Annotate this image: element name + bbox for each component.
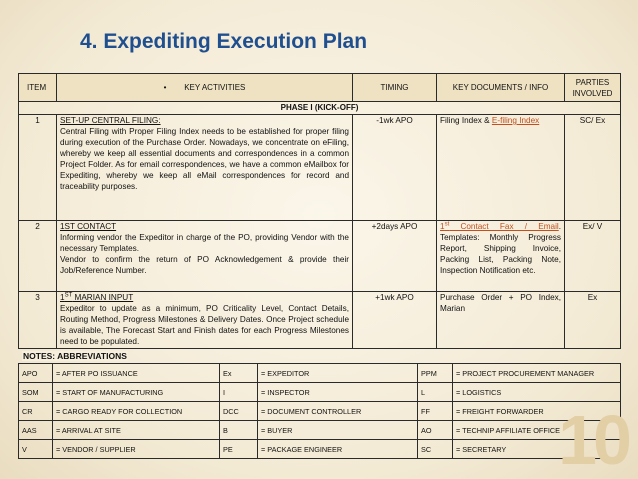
abbreviation-code: I (220, 383, 258, 402)
abbreviation-meaning: = BUYER (258, 421, 418, 440)
abbreviation-code: CR (19, 402, 53, 421)
abbreviation-meaning: = PACKAGE ENGINEER (258, 440, 418, 459)
abbreviation-meaning: = DOCUMENT CONTROLLER (258, 402, 418, 421)
page-number: 10 (558, 401, 628, 479)
timing-cell: +2days APO (353, 221, 437, 292)
documents-cell (437, 115, 565, 221)
activity-cell (57, 221, 353, 292)
phase-label: PHASE I (KICK-OFF) (19, 102, 621, 115)
abbreviation-row (19, 383, 621, 402)
abbreviation-code: V (19, 440, 53, 459)
abbreviation-code: AAS (19, 421, 53, 440)
activity-title: 1ST MARIAN INPUT (60, 292, 134, 302)
activity-description: Central Filing with Proper Filing Index needs to be established for proper filing during execution of the Purchase Order. Nowadays, we concentrate on eFiling, whereby we keep all essential documents and correspondences in a common Project Folder. As for email correspondences, we have a common eMailbox for Expediting, whereby we keep all eMail correspondences for record and traceability purposes. (60, 127, 349, 191)
abbreviation-meaning: = LOGISTICS (453, 383, 621, 402)
abbreviation-meaning: = SECRETARY (453, 440, 621, 459)
abbreviation-meaning: = ARRIVAL AT SITE (53, 421, 220, 440)
documents-cell: Purchase Order + PO Index, Marian (437, 292, 565, 349)
abbreviation-row (19, 364, 621, 383)
abbreviation-meaning: = VENDOR / SUPPLIER (53, 440, 220, 459)
abbreviation-code: PPM (418, 364, 453, 383)
timing-cell: -1wk APO (353, 115, 437, 221)
activity-description: Informing vendor the Expeditor in charge of the PO, providing Vendor with the necessary Templates. Vendor to confirm the return of PO Acknowledgement & provide their Job/Reference Number. (60, 233, 349, 275)
parties-cell: Ex (565, 292, 621, 349)
activity-description: Expeditor to update as a minimum, PO Criticality Level, Contact Details, Routing Method, Progress Milestones & Delivery Dates. Once Project schedule is available, The Forecast Start and Finish dates for each Progress Milestones need to be populated. (60, 304, 349, 346)
table-header-row (19, 74, 621, 102)
documents-cell (437, 221, 565, 292)
header-key-activities (57, 74, 353, 102)
abbreviation-code: L (418, 383, 453, 402)
abbreviation-meaning: = PROJECT PROCUREMENT MANAGER (453, 364, 621, 383)
parties-cell: SC/ Ex (565, 115, 621, 221)
abbreviations-table (18, 363, 621, 459)
table-row (19, 115, 621, 221)
abbreviation-meaning: = EXPEDITOR (258, 364, 418, 383)
documents-text: . Templates: Monthly Progress Report, Shipping Invoice, Packing List, Packing Note, Inspection Notification etc. (440, 222, 561, 275)
abbreviation-code: FF (418, 402, 453, 421)
activity-title: SET-UP CENTRAL FILING: (60, 116, 161, 125)
abbreviation-meaning: = FREIGHT FORWARDER (453, 402, 621, 421)
header-key-activities-label: KEY ACTIVITIES (184, 83, 246, 92)
parties-cell: Ex/ V (565, 221, 621, 292)
abbreviation-code: B (220, 421, 258, 440)
abbreviation-code: Ex (220, 364, 258, 383)
abbreviation-code: DCC (220, 402, 258, 421)
item-number: 2 (19, 221, 57, 292)
abbreviation-code: AO (418, 421, 453, 440)
documents-text: Filing Index & (440, 116, 492, 125)
abbreviation-meaning: = CARGO READY FOR COLLECTION (53, 402, 220, 421)
abbreviation-row (19, 440, 621, 459)
activity-title: 1ST CONTACT (60, 222, 117, 231)
timing-cell: +1wk APO (353, 292, 437, 349)
abbreviation-row (19, 402, 621, 421)
header-parties: PARTIES INVOLVED (565, 74, 621, 102)
activity-cell (57, 292, 353, 349)
header-timing: TIMING (353, 74, 437, 102)
abbreviation-row (19, 421, 621, 440)
abbreviation-code: SC (418, 440, 453, 459)
abbreviation-meaning: = TECHNIP AFFILIATE OFFICE (453, 421, 621, 440)
item-number: 3 (19, 292, 57, 349)
table-row (19, 221, 621, 292)
header-key-documents: KEY DOCUMENTS / INFO (437, 74, 565, 102)
abbreviation-meaning: = AFTER PO ISSUANCE (53, 364, 220, 383)
header-bullet: • (163, 83, 167, 92)
notes-abbreviations-label: NOTES: ABBREVIATIONS (23, 351, 127, 361)
abbreviation-code: SOM (19, 383, 53, 402)
first-contact-link[interactable]: 1st Contact Fax / Email (440, 221, 559, 231)
page-title: 4. Expediting Execution Plan (80, 30, 368, 53)
table-row (19, 292, 621, 349)
abbreviation-code: PE (220, 440, 258, 459)
abbreviation-code: APO (19, 364, 53, 383)
execution-plan-table (18, 73, 621, 349)
activity-cell (57, 115, 353, 221)
e-filing-index-link[interactable]: E-filing Index (491, 116, 540, 125)
header-item: ITEM (19, 74, 57, 102)
abbreviation-meaning: = START OF MANUFACTURING (53, 383, 220, 402)
item-number: 1 (19, 115, 57, 221)
abbreviation-meaning: = INSPECTOR (258, 383, 418, 402)
